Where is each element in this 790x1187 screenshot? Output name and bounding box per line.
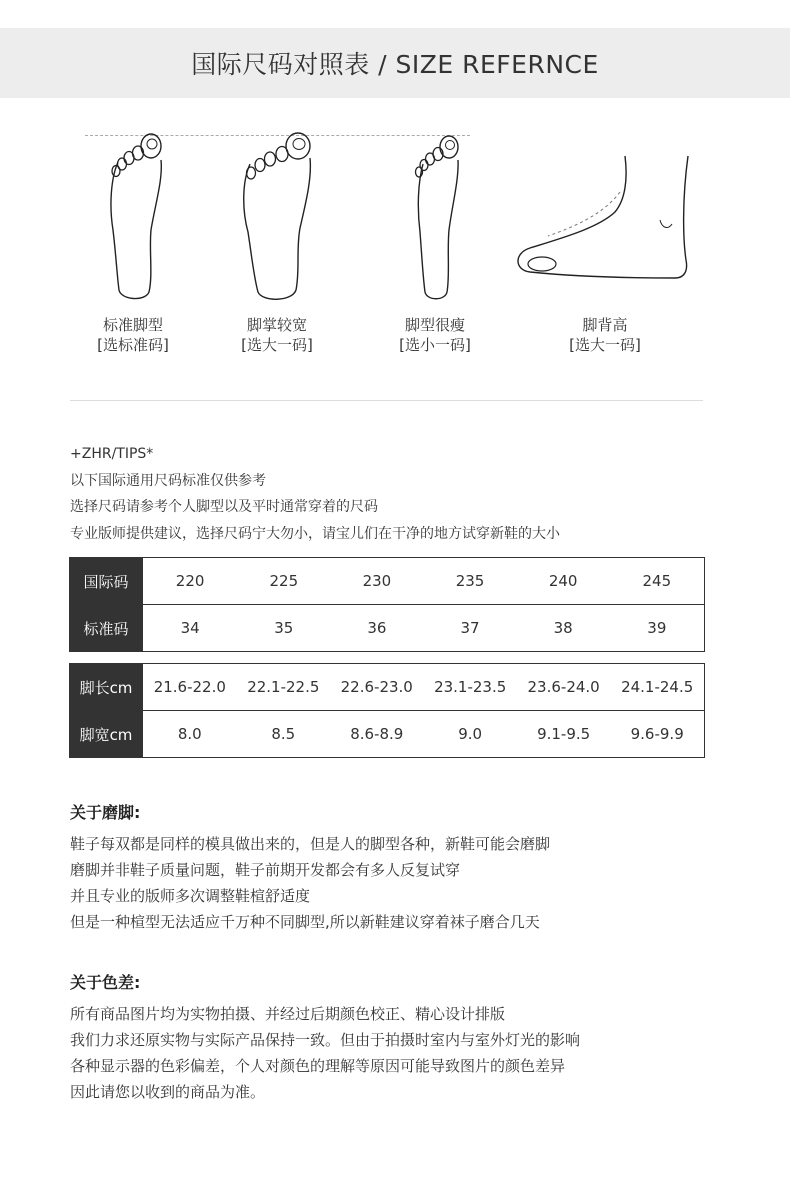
tips-title: +ZHR/TIPS* [70, 446, 154, 462]
wear-line: 磨脚并非鞋子质量问题，鞋子前期开发都会有多人反复试穿 [70, 861, 461, 879]
foot-wide-illustration [222, 120, 332, 305]
table-cell: 8.6-8.9 [330, 711, 423, 758]
table-cell: 24.1-24.5 [610, 664, 704, 711]
table-cell: 23.6-24.0 [517, 664, 610, 711]
table-cell: 22.1-22.5 [237, 664, 330, 711]
table-row [70, 558, 705, 605]
measure-table [69, 663, 705, 758]
foot-thin-advice: [选小一码] [399, 336, 471, 354]
table-cell: 37 [423, 605, 516, 652]
table-row [70, 605, 705, 652]
table-cell: 235 [423, 558, 516, 605]
foot-standard [53, 120, 213, 355]
foot-standard-label: 标准脚型 [102, 316, 163, 334]
table-cell: 9.6-9.9 [610, 711, 704, 758]
foot-wide-label: 脚掌较宽 [246, 316, 307, 334]
wear-line: 但是一种楦型无法适应千万种不同脚型,所以新鞋建议穿着袜子磨合几天 [70, 913, 540, 931]
row-header: 脚宽cm [70, 711, 143, 758]
foot-types [0, 120, 790, 370]
table-row [70, 664, 705, 711]
color-line: 因此请您以收到的商品为准。 [70, 1083, 266, 1101]
wear-line: 并且专业的版师多次调整鞋楦舒适度 [70, 887, 311, 905]
table-cell: 9.0 [423, 711, 516, 758]
foot-high-instep [510, 120, 700, 355]
table-cell: 22.6-23.0 [330, 664, 423, 711]
color-section-title: 关于色差: [70, 973, 141, 992]
foot-high-instep-label: 脚背高 [582, 316, 628, 334]
wear-section [70, 800, 550, 935]
table-cell: 36 [330, 605, 423, 652]
foot-thin-illustration [385, 120, 485, 305]
section-divider [70, 400, 703, 401]
table-cell: 21.6-22.0 [143, 664, 237, 711]
foot-standard-advice: [选标准码] [97, 336, 169, 354]
table-row [70, 711, 705, 758]
table-cell: 245 [610, 558, 705, 605]
foot-wide [197, 120, 357, 355]
table-cell: 34 [143, 605, 238, 652]
row-header: 标准码 [70, 605, 143, 652]
foot-thin-label: 脚型很瘦 [404, 316, 465, 334]
color-line: 我们力求还原实物与实际产品保持一致。但由于拍摄时室内与室外灯光的影响 [70, 1031, 581, 1049]
foot-high-instep-advice: [选大一码] [569, 336, 641, 354]
wear-line: 鞋子每双都是同样的模具做出来的，但是人的脚型各种，新鞋可能会磨脚 [70, 835, 551, 853]
table-cell: 8.5 [237, 711, 330, 758]
foot-wide-advice: [选大一码] [241, 336, 313, 354]
table-cell: 38 [517, 605, 610, 652]
table-cell: 230 [330, 558, 423, 605]
tips-block [70, 441, 560, 547]
color-line: 所有商品图片均为实物拍摄、并经过后期颜色校正、精心设计排版 [70, 1005, 506, 1023]
row-header: 脚长cm [70, 664, 143, 711]
size-table [69, 557, 705, 652]
table-cell: 9.1-9.5 [517, 711, 610, 758]
table-cell: 23.1-23.5 [423, 664, 516, 711]
table-cell: 240 [517, 558, 610, 605]
tips-line: 专业版师提供建议，选择尺码宁大勿小，请宝儿们在干净的地方试穿新鞋的大小 [70, 525, 560, 542]
tips-line: 选择尺码请参考个人脚型以及平时通常穿着的尺码 [70, 499, 378, 515]
row-header: 国际码 [70, 558, 143, 605]
table-cell: 8.0 [143, 711, 237, 758]
table-cell: 225 [237, 558, 330, 605]
table-cell: 39 [610, 605, 705, 652]
page-header [0, 28, 790, 98]
table-cell: 220 [143, 558, 238, 605]
tips-line: 以下国际通用尺码标准仅供参考 [70, 472, 266, 489]
color-section [70, 970, 580, 1105]
foot-thin [355, 120, 515, 355]
foot-standard-illustration [83, 120, 183, 305]
table-cell: 35 [237, 605, 330, 652]
color-line: 各种显示器的色彩偏差，个人对颜色的理解等原因可能导致图片的颜色差异 [70, 1057, 566, 1075]
foot-high-instep-illustration [510, 120, 700, 305]
page-title: 国际尺码对照表 / SIZE REFERNCE [191, 50, 599, 79]
wear-section-title: 关于磨脚: [70, 803, 141, 822]
